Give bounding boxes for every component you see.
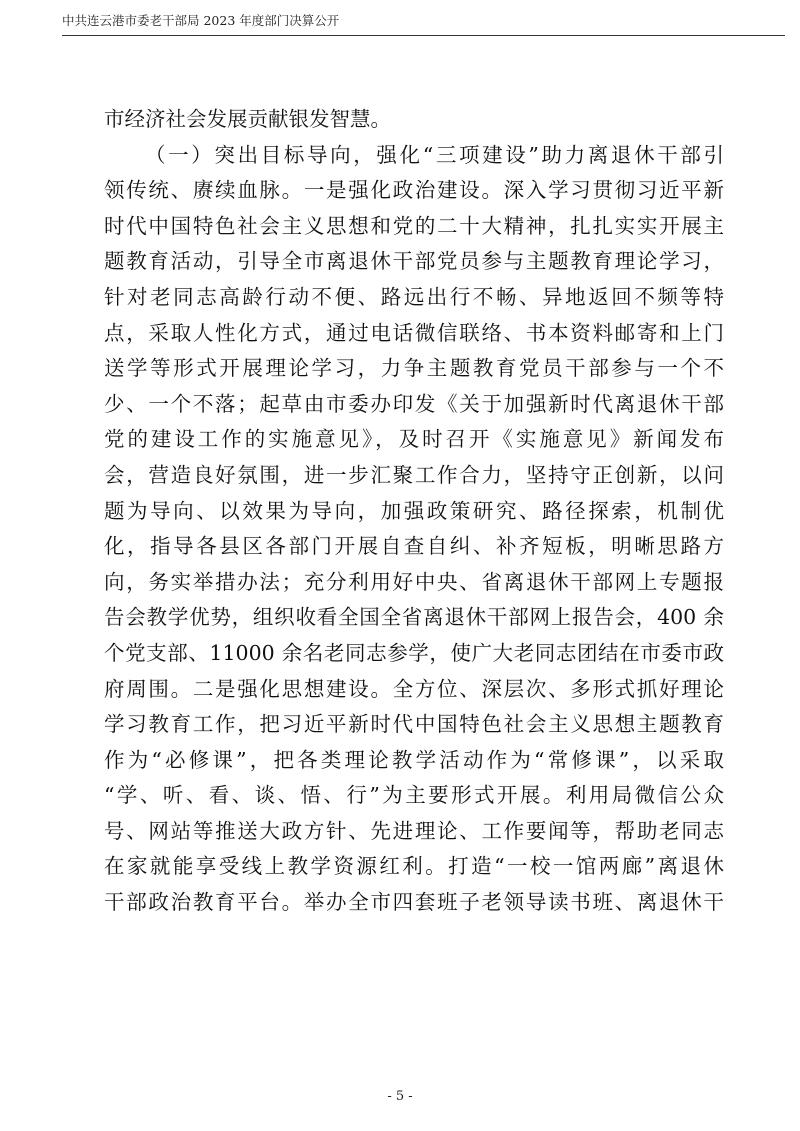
body-line: 党的建设工作的实施意见》，及时召开《实施意见》新闻发布	[104, 427, 724, 452]
body-line: 府周围。二是强化思想建设。全方位、深层次、多形式抓好理论	[104, 676, 724, 701]
body-line: 告会教学优势，组织收看全国全省离退休干部网上报告会，400 余	[104, 605, 724, 630]
body-line: 干部政治教育平台。举办全市四套班子老领导读书班、离退休干	[104, 890, 724, 915]
body-line: 送学等形式开展理论学习，力争主题教育党员干部参与一个不	[104, 356, 724, 381]
body-line: 时代中国特色社会主义思想和党的二十大精神，扎扎实实开展主	[104, 213, 724, 238]
page-number: - 5 -	[387, 1089, 413, 1104]
body-line: 题教育活动，引导全市离退休干部党员参与主题教育理论学习，	[104, 249, 724, 274]
header-divider	[62, 35, 785, 36]
body-line: 个党支部、11000 余名老同志参学，使广大老同志团结在市委市政	[104, 640, 724, 665]
body-line: 市经济社会发展贡献银发智慧。	[104, 107, 391, 131]
document-header: 中共连云港市委老干部局 2023 年度部门决算公开	[62, 13, 340, 28]
body-line: 作为“必修课”，把各类理论教学活动作为“常修课”，以采取	[104, 747, 724, 772]
body-line: 向，务实举措办法；充分利用好中央、省离退休干部网上专题报	[104, 569, 724, 594]
body-line: “学、听、看、谈、悟、行”为主要形式开展。利用局微信公众	[104, 783, 724, 808]
body-line: 在家就能享受线上教学资源红利。打造“一校一馆两廊”离退休	[104, 854, 724, 879]
body-line: 领传统、赓续血脉。一是强化政治建设。深入学习贯彻习近平新	[104, 178, 724, 203]
body-line: 化，指导各县区各部门开展自查自纠、补齐短板，明晰思路方	[104, 534, 724, 559]
body-line: 针对老同志高龄行动不便、路远出行不畅、异地返回不频等特	[104, 284, 724, 309]
body-line: 少、一个不落；起草由市委办印发《关于加强新时代离退休干部	[104, 391, 724, 416]
body-line: 学习教育工作，把习近平新时代中国特色社会主义思想主题教育	[104, 712, 724, 737]
document-body	[104, 102, 724, 921]
body-line: （一）突出目标导向，强化“三项建设”助力离退休干部引	[145, 142, 724, 167]
body-line: 题为导向、以效果为导向，加强政策研究、路径探索，机制优	[104, 498, 724, 523]
body-line: 号、网站等推送大政方针、先进理论、工作要闻等，帮助老同志	[104, 818, 724, 843]
body-line: 会，营造良好氛围，进一步汇聚工作合力，坚持守正创新，以问	[104, 462, 724, 487]
body-line: 点，采取人性化方式，通过电话微信联络、书本资料邮寄和上门	[104, 320, 724, 345]
